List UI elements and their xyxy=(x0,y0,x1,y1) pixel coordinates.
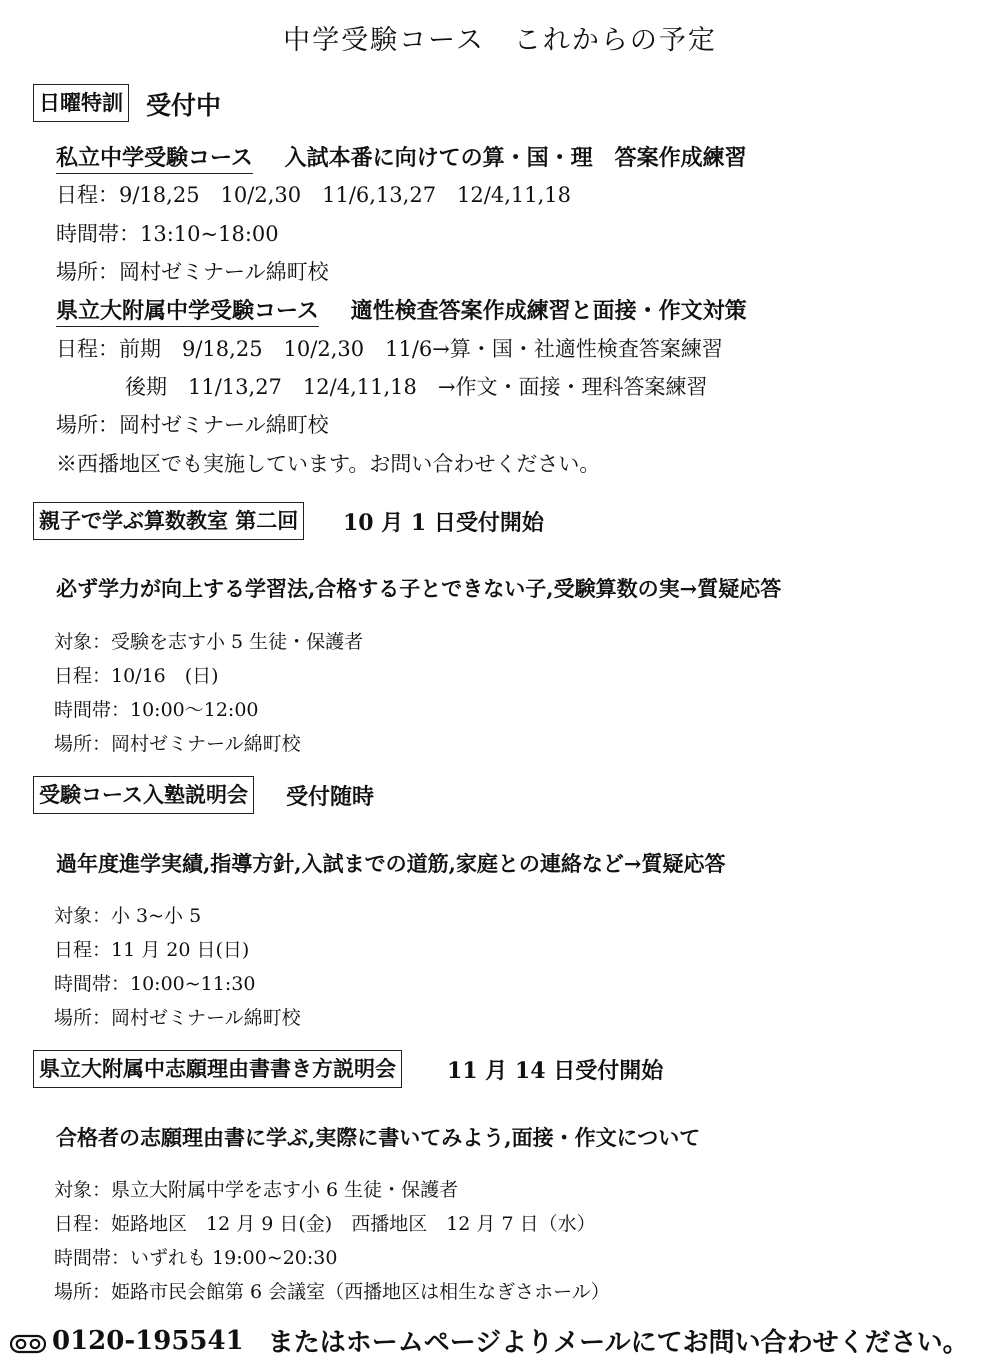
section-time-application-session: 時間帯：いずれも 19:00~20:30 xyxy=(54,1247,338,1269)
free-dial-icon xyxy=(10,1331,46,1351)
section-status-sunday-training: 受付中 xyxy=(146,91,222,120)
section-target-math-class: 対象：受験を志す小 5 生徒・保護者 xyxy=(54,631,364,653)
course-name-prefectural: 県立大附属中学受験コース xyxy=(56,298,319,327)
contact-phone-number[interactable]: 0120-195541 xyxy=(52,1325,244,1356)
course-time-private: 時間帯：13:10~18:00 xyxy=(56,222,279,246)
course-heading-prefectural xyxy=(56,294,747,325)
course-desc-private: 入試本番に向けての算・国・理 答案作成練習 xyxy=(284,145,747,171)
section-tag-sunday-training: 日曜特訓 xyxy=(33,84,129,122)
section-desc-math-class: 必ず学力が向上する学習法,合格する子とできない子,受験算数の実→質疑応答 xyxy=(56,576,782,601)
section-tag-math-class: 親子で学ぶ算数教室 第二回 xyxy=(33,502,304,540)
section-place-math-class: 場所：岡村ゼミナール綿町校 xyxy=(54,733,301,755)
section-status-info-session: 受付随時 xyxy=(286,784,375,810)
course-schedule-prefectural-first: 日程：前期 9/18,25 10/2,30 11/6→算・国・社適性検査答案練習 xyxy=(56,337,723,361)
course-schedule-private: 日程：9/18,25 10/2,30 11/6,13,27 12/4,11,18 xyxy=(56,183,572,207)
course-place-private: 場所：岡村ゼミナール綿町校 xyxy=(56,260,329,284)
section-place-info-session: 場所：岡村ゼミナール綿町校 xyxy=(54,1007,301,1029)
section-status-math-class: 10 月 1 日受付開始 xyxy=(343,510,544,536)
course-schedule-prefectural-second: 後期 11/13,27 12/4,11,18 →作文・面接・理科答案練習 xyxy=(125,375,708,399)
course-desc-prefectural: 適性検査答案作成練習と面接・作文対策 xyxy=(350,298,747,324)
course-place-prefectural: 場所：岡村ゼミナール綿町校 xyxy=(56,413,329,437)
section-place-application-session: 場所：姫路市民会館第 6 会議室（西播地区は相生なぎさホール） xyxy=(54,1281,610,1303)
section-desc-application-session: 合格者の志願理由書に学ぶ,実際に書いてみよう,面接・作文について xyxy=(56,1125,701,1150)
section-status-application-session: 11 月 14 日受付開始 xyxy=(447,1058,664,1084)
section-schedule-application-session: 日程：姫路地区 12 月 9 日(金) 西播地区 12 月 7 日（水） xyxy=(54,1213,596,1235)
course-name-private: 私立中学受験コース xyxy=(56,145,253,174)
contact-text: またはホームページよりメールにてお問い合わせください。 xyxy=(267,1328,969,1358)
section-desc-info-session: 過年度進学実績,指導方針,入試までの道筋,家庭との連絡など→質疑応答 xyxy=(56,851,726,876)
course-heading-private xyxy=(56,141,747,172)
section-time-math-class: 時間帯：10:00〜12:00 xyxy=(54,699,259,721)
section-tag-application-session: 県立大附属中志願理由書書き方説明会 xyxy=(33,1050,402,1088)
section-target-info-session: 対象：小 3~小 5 xyxy=(54,905,202,927)
course-note: ※西播地区でも実施しています。お問い合わせください。 xyxy=(56,452,601,476)
section-schedule-info-session: 日程：11 月 20 日(日) xyxy=(54,939,250,961)
section-target-application-session: 対象：県立大附属中学を志す小 6 生徒・保護者 xyxy=(54,1179,459,1201)
section-time-info-session: 時間帯：10:00~11:30 xyxy=(54,973,256,995)
page-title: 中学受験コース これからの予定 xyxy=(283,25,717,56)
section-tag-info-session: 受験コース入塾説明会 xyxy=(33,776,254,814)
contact-footer xyxy=(10,1322,969,1359)
section-schedule-math-class: 日程：10/16 (日) xyxy=(54,665,219,687)
